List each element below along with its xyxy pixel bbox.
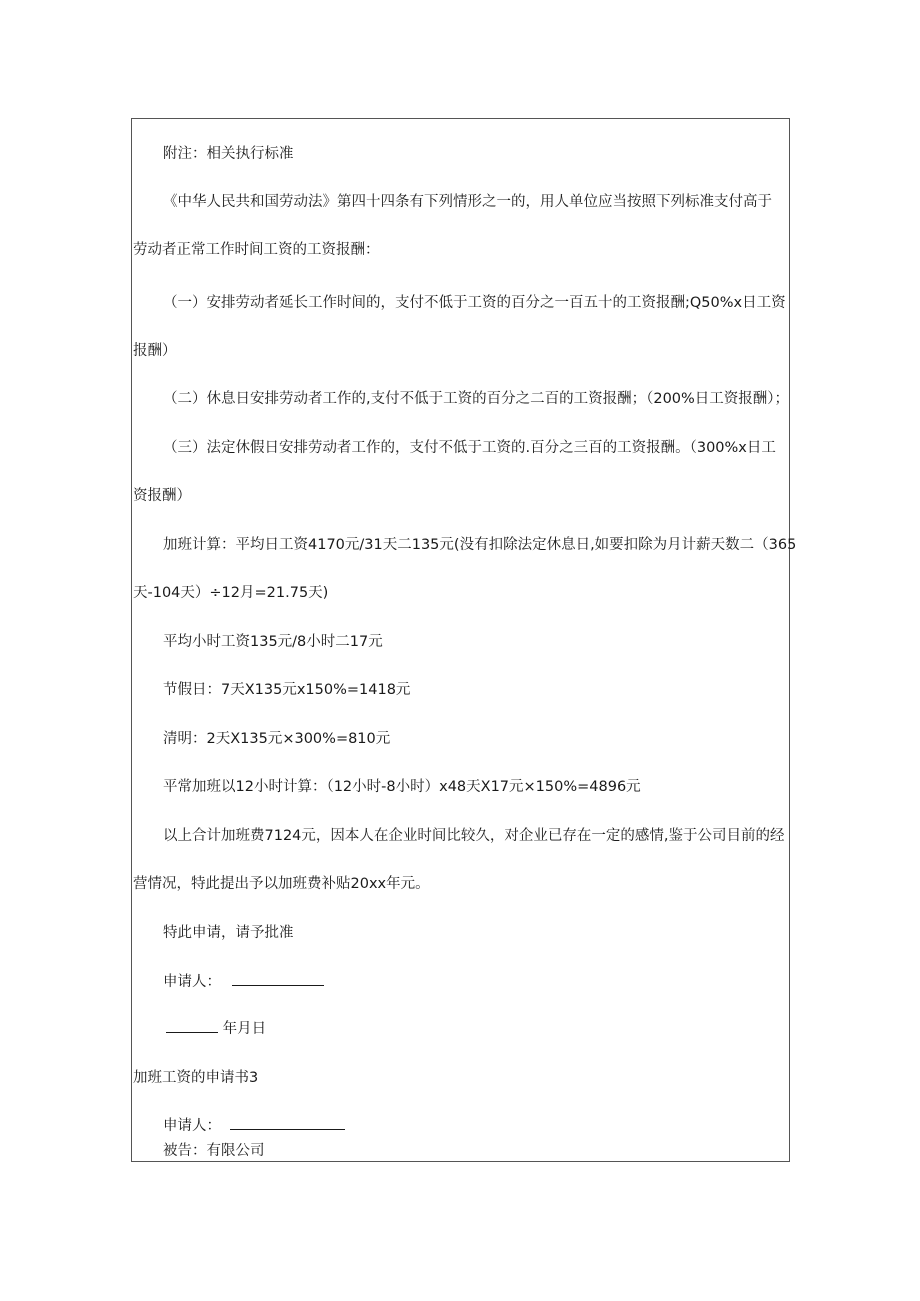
applicant-label: 申请人： <box>163 974 221 990</box>
paragraph-line: 特此申请，请予批准 <box>163 925 294 941</box>
paragraph-line: 资报酬） <box>133 488 191 504</box>
paragraph-line: 天-104天）÷12月=21.75天) <box>133 585 329 601</box>
paragraph-line: 营情况，特此提出予以加班费补贴20xx年元。 <box>133 876 430 892</box>
paragraph-line: 节假日：7天X135元x150%=1418元 <box>163 682 411 698</box>
applicant-row-2 <box>163 1115 345 1136</box>
date-blank-line <box>166 1018 218 1033</box>
applicant-signature-line-2 <box>230 1115 345 1130</box>
paragraph-line: 平均小时工资135元/8小时二17元 <box>163 634 383 650</box>
date-label: 年月日 <box>222 1021 267 1037</box>
paragraph-line: （三）法定休假日安排劳动者工作的，支付不低于工资的.百分之三百的工资报酬。（300%x日工 <box>163 440 776 456</box>
paragraph-line: （一）安排劳动者延长工作时间的，支付不低于工资的百分之一百五十的工资报酬;Q50%x日工资 <box>163 295 786 311</box>
paragraph-line: 平常加班以12小时计算：（12小时-8小时）x48天X17元×150%=4896元 <box>163 779 641 795</box>
paragraph-line: 《中华人民共和国劳动法》第四十四条有下列情形之一的，用人单位应当按照下列标准支付高于 <box>163 194 772 210</box>
paragraph-line: 劳动者正常工作时间工资的工资报酬： <box>133 242 380 258</box>
date-row <box>166 1018 266 1039</box>
applicant-row <box>163 971 324 992</box>
paragraph-line: 以上合计加班费7124元，因本人在企业时间比较久，对企业已存在一定的感情,鉴于公司目前的经 <box>163 828 785 844</box>
applicant-signature-line <box>232 971 324 986</box>
applicant-label-2: 申请人： <box>163 1118 221 1134</box>
defendant-line: 被告：有限公司 <box>163 1143 265 1159</box>
paragraph-line: 加班计算：平均日工资4170元/31天二135元(没有扣除法定休息日,如要扣除为月计薪天数二（365 <box>163 537 797 553</box>
paragraph-line: 报酬） <box>133 343 177 359</box>
paragraph-line: 清明：2天X135元×300%=810元 <box>163 731 391 747</box>
note-heading: 附注：相关执行标准 <box>163 146 294 162</box>
paragraph-line: （二）休息日安排劳动者工作的,支付不低于工资的百分之二百的工资报酬；（200%日工资报酬）； <box>163 391 790 407</box>
section-title: 加班工资的申请书3 <box>133 1070 259 1086</box>
